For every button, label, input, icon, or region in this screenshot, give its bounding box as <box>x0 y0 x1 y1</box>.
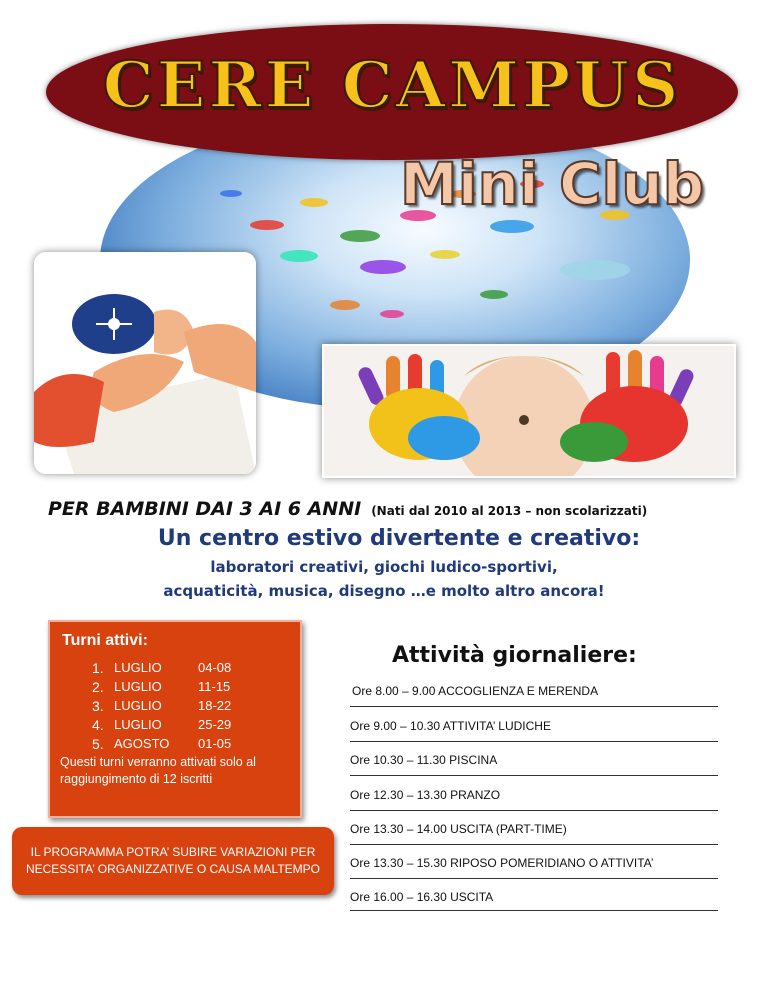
activity-divider <box>350 910 718 911</box>
activity-item: Ore 10.30 – 11.30 PISCINA <box>350 753 498 767</box>
birth-note: (Nati dal 2010 al 2013 – non scolarizzati) <box>371 504 648 518</box>
activity-divider <box>350 706 718 707</box>
turni-num: 2. <box>92 678 104 695</box>
activity-divider <box>350 741 718 742</box>
activities-title: Attività giornaliere: <box>392 643 637 668</box>
turni-item <box>92 734 231 753</box>
turni-num: 3. <box>92 697 104 714</box>
target-line <box>48 498 748 520</box>
turni-dates: 01-05 <box>198 736 232 751</box>
tagline-line-1: laboratori creativi, giochi ludico-sportivi, <box>210 558 558 576</box>
turni-title: Turni attivi: <box>62 632 148 649</box>
turni-note: Questi turni verranno attivati solo al raggiungimento di 12 iscritti <box>60 755 256 786</box>
age-range: PER BAMBINI DAI 3 AI 6 ANNI <box>48 498 362 520</box>
activity-item: Ore 16.00 – 16.30 USCITA <box>350 890 494 904</box>
activity-divider <box>350 878 718 879</box>
activity-item: Ore 13.30 – 14.00 USCITA (PART-TIME) <box>350 822 567 836</box>
page-subtitle: Mini Club <box>400 150 705 218</box>
activity-divider <box>350 810 718 811</box>
turni-dates: 25-29 <box>198 717 232 732</box>
turni-month: LUGLIO <box>114 660 162 675</box>
turni-num: 5. <box>92 735 104 752</box>
tagline-line-2: acquaticità, musica, disegno …e molto altro ancora! <box>163 582 605 600</box>
headline: Un centro estivo divertente e creativo: <box>157 526 641 551</box>
activity-item: Ore 12.30 – 13.30 PRANZO <box>350 788 501 802</box>
turni-item <box>92 658 231 677</box>
turni-month: LUGLIO <box>114 679 162 694</box>
turni-month: LUGLIO <box>114 717 162 732</box>
turni-item <box>92 677 231 696</box>
warning-box: IL PROGRAMMA POTRA’ SUBIRE VARIAZIONI PER NECESSITA’ ORGANIZZATIVE O CAUSA MALTEMPO <box>12 827 334 895</box>
turni-month: AGOSTO <box>114 736 170 751</box>
craft-illustration <box>34 252 256 474</box>
craft-photo <box>34 252 256 474</box>
turni-item <box>92 715 231 734</box>
activity-item: Ore 13.30 – 15.30 RIPOSO POMERIDIANO O ATTIVITA’ <box>350 856 654 870</box>
painted-hands-photo <box>322 344 736 478</box>
activity-item: Ore 8.00 – 9.00 ACCOGLIENZA E MERENDA <box>352 684 599 698</box>
turni-dates: 04-08 <box>198 660 232 675</box>
turni-dates: 11-15 <box>198 679 231 694</box>
page-title: CERE CAMPUS <box>102 48 682 123</box>
painted-hands-illustration <box>324 346 734 476</box>
turni-dates: 18-22 <box>198 698 232 713</box>
turni-box <box>48 620 302 818</box>
turni-list <box>92 658 231 753</box>
turni-num: 1. <box>92 659 104 676</box>
activity-divider <box>350 775 718 776</box>
turni-item <box>92 696 231 715</box>
turni-num: 4. <box>92 716 104 733</box>
activity-item: Ore 9.00 – 10.30 ATTIVITA’ LUDICHE <box>350 719 551 733</box>
turni-month: LUGLIO <box>114 698 162 713</box>
activity-divider <box>350 844 718 845</box>
